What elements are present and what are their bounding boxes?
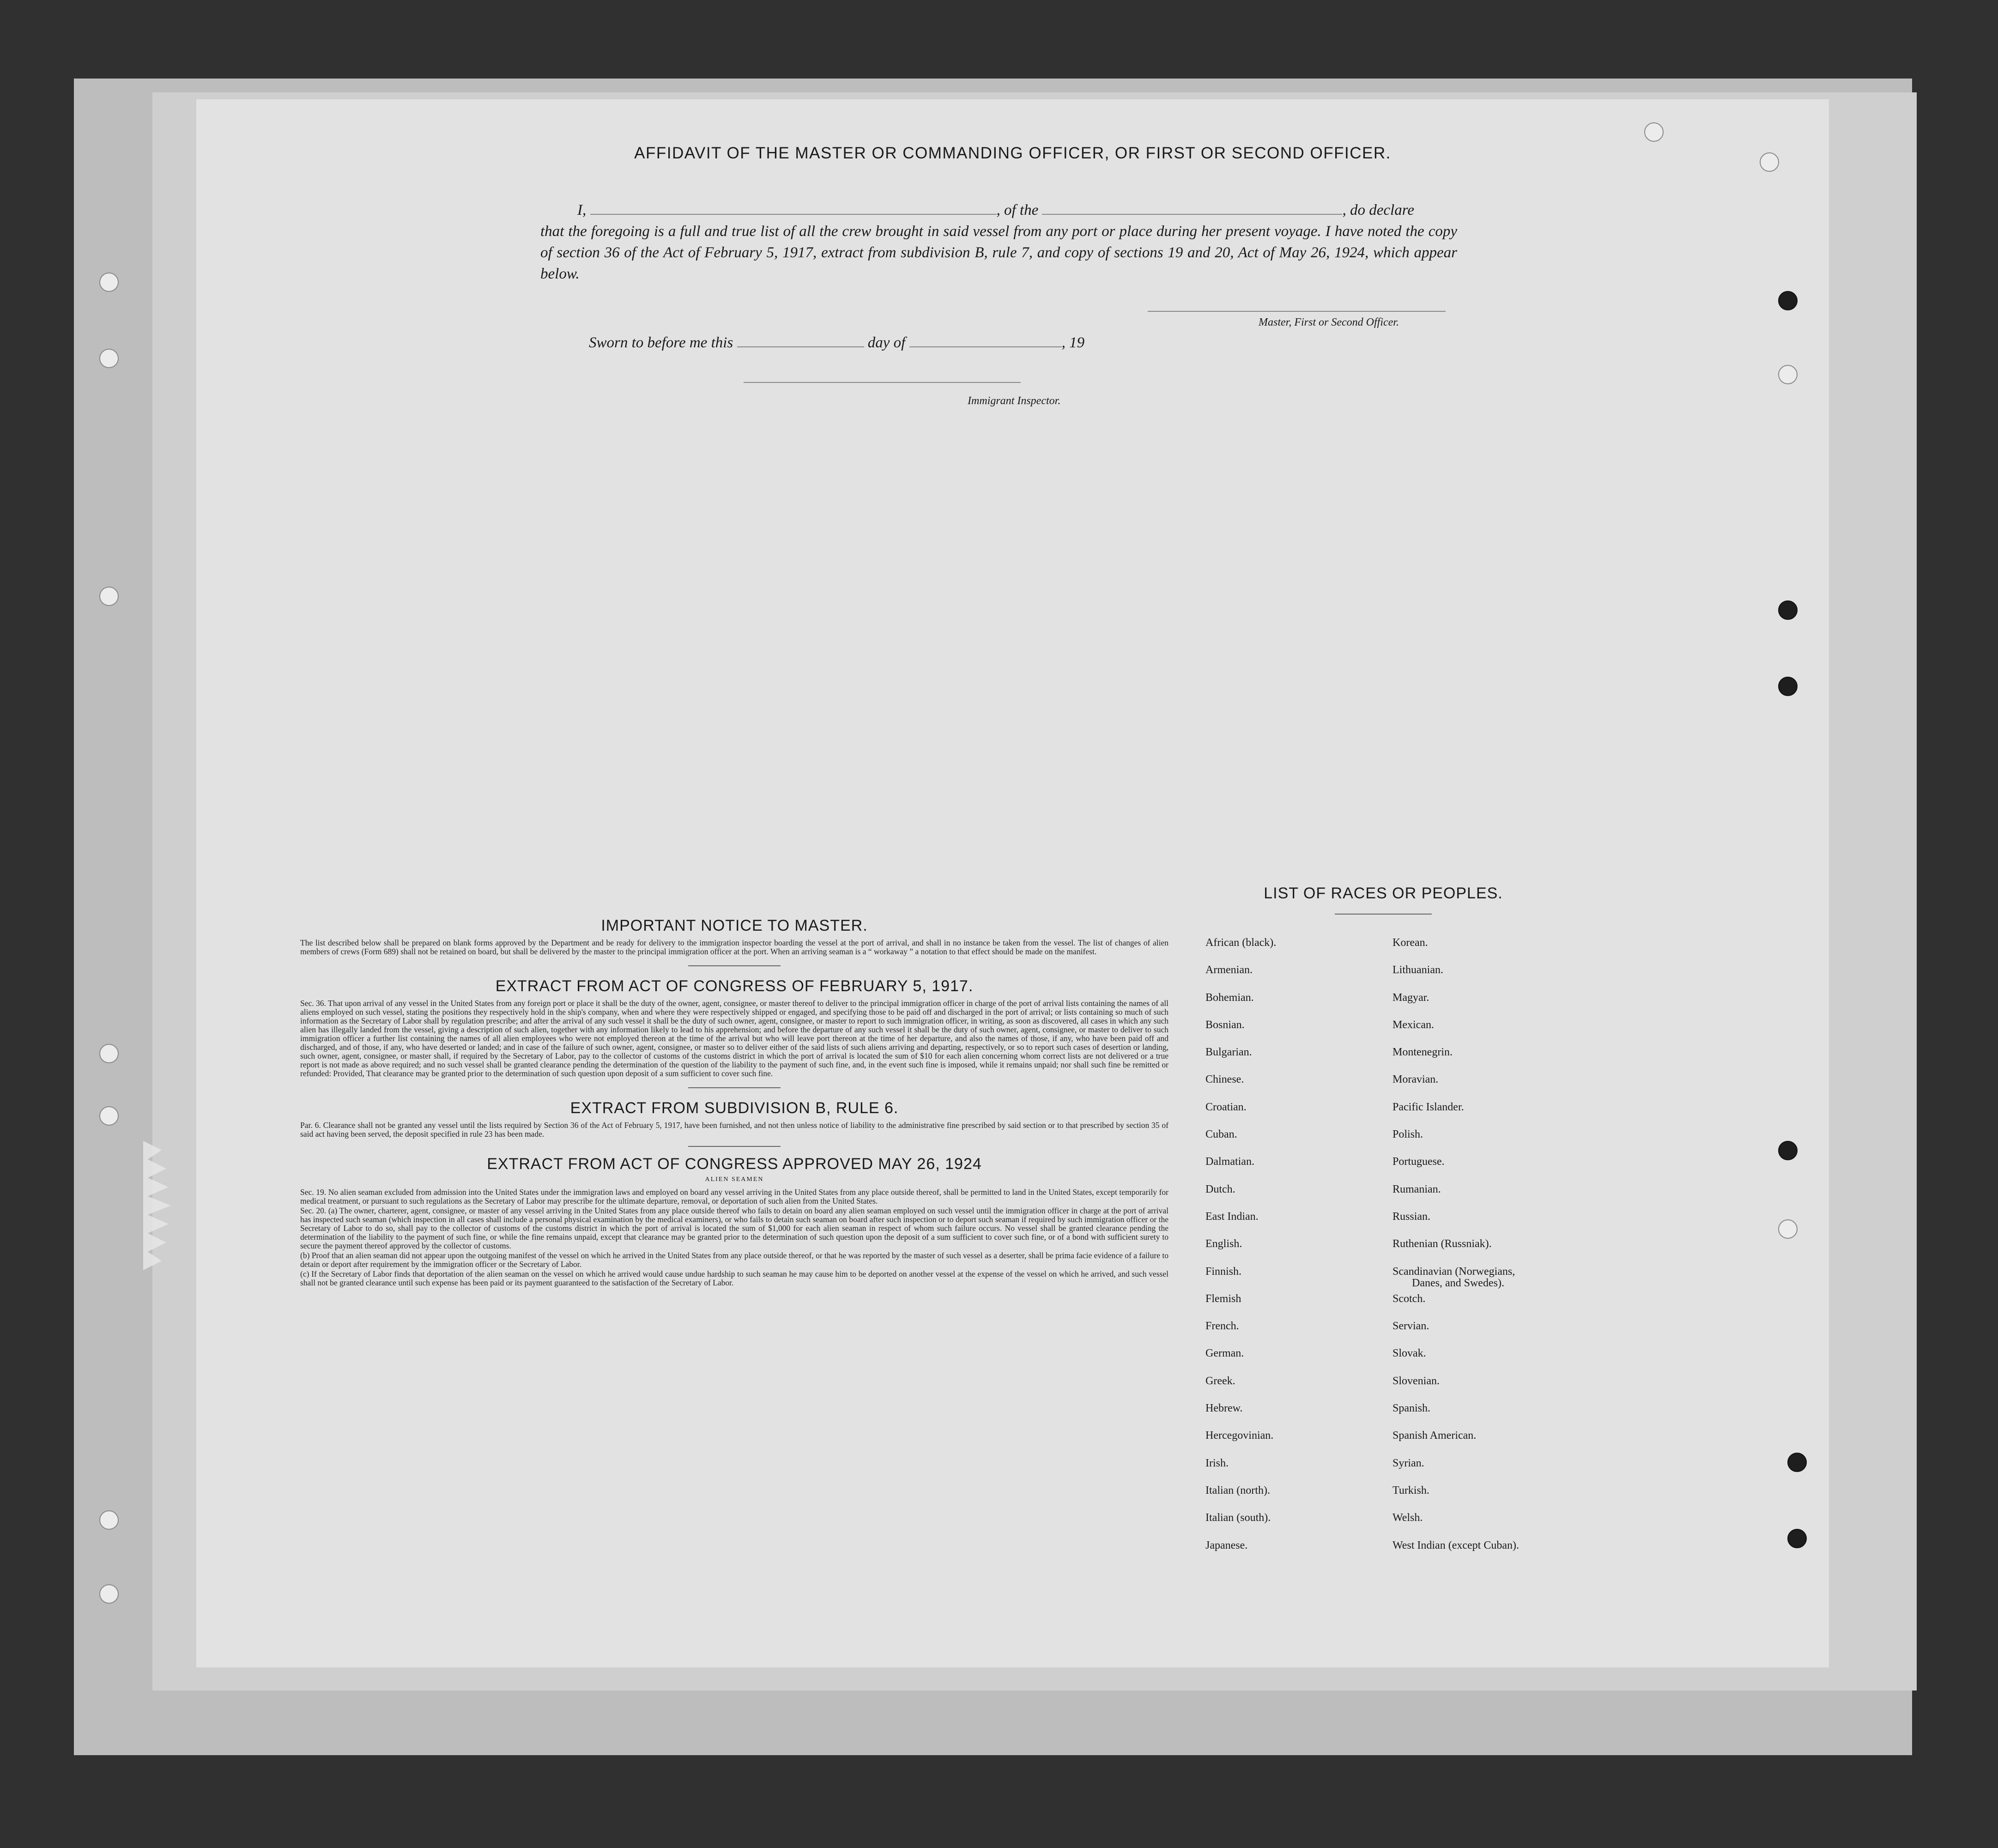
race-item: Welsh. bbox=[1393, 1512, 1423, 1524]
races-right-column bbox=[1393, 937, 1519, 1567]
divider bbox=[688, 965, 781, 966]
race-item: Mexican. bbox=[1393, 1018, 1434, 1031]
sworn-line bbox=[589, 333, 1084, 351]
race-item: Dalmatian. bbox=[1205, 1156, 1254, 1168]
affidavit-body bbox=[540, 200, 1665, 285]
binder-hole bbox=[1644, 122, 1664, 142]
affidavit-text: that the foregoing is a full and true list of all the crew brought in said vessel from any port or place during her present voyage. I have noted the copy of section 36 of the Act of February 5, 1917, extract from subdivision B, rule 7, and copy of sections 19 and 20, Act of May 26, 1924, which appear below. bbox=[540, 223, 1457, 282]
extract-1917-text: Sec. 36. That upon arrival of any vessel in the United States from any foreign port or place it shall be the duty of the owner, agent, consignee, or master thereof to deliver to the principal immigration officer in charge of the port of arrival lists containing the names of all aliens employed on such vessel, stating the positions they respectively hold in the ship's company, when and where they were respectively shipped or engaged, and specifying those to be paid off and discharged in the port of arrival; or lists containing so much of such information as the Secretary of Labor shall by regulation prescribe; and after the arrival of any such vessel it shall be the duty of such owner, agent, consignee, or master to report to such immigration officer, in writing, as soon as discovered, all cases in which any such alien has illegally landed from the vessel, giving a description of such alien, together with any information likely to lead to his apprehension; and before the departure of any such vessel it shall be the duty of such owner, agent, consignee, or master to deliver to such immigration officer a further list containing the names of all alien employees who were not employed thereon at the time of the arrival but who will leave port thereon at the time of her departure, and also the names of those, if any, who have been paid off and discharged, and of those, if any, who have deserted or landed; and in case of the failure of such owner, agent, consignee, or master so to deliver either of the said lists of such aliens arriving and departing, respectively, or so to report such cases of desertion or landing, such owner, agent, consignee, or master shall, if required by the Secretary of Labor, pay to the collector of customs of the customs district in which the port of arrival is located the sum of $10 for each alien concerning whom correct lists are not delivered or a true report is not made as above required; and no such vessel shall be granted clearance pending the determination of the question of the liability to the payment of such fine, and, in the event such fine is imposed, while it remains unpaid; nor shall such fine be remitted or refunded: Provided, That clearance may be granted prior to the determination of such question upon deposit of a sum sufficient to cover such fine. bbox=[300, 999, 1169, 1078]
race-item: Rumanian. bbox=[1393, 1183, 1441, 1195]
race-item: Hercegovinian. bbox=[1205, 1430, 1274, 1442]
inspector-caption: Immigrant Inspector. bbox=[968, 395, 1061, 407]
name-blank[interactable] bbox=[590, 200, 997, 215]
notice-title: IMPORTANT NOTICE TO MASTER. bbox=[601, 917, 868, 934]
extract-1917-title: EXTRACT FROM ACT OF CONGRESS OF FEBRUARY 5, 1917. bbox=[495, 977, 974, 995]
binder-hole bbox=[1760, 152, 1779, 172]
race-item: Finnish. bbox=[1205, 1265, 1242, 1278]
race-item: Portuguese. bbox=[1393, 1156, 1445, 1168]
binder-hole bbox=[99, 1584, 119, 1604]
binder-hole bbox=[1778, 365, 1798, 384]
race-item: Moravian. bbox=[1393, 1073, 1439, 1086]
race-item: Slovak. bbox=[1393, 1347, 1426, 1360]
sworn-month-blank[interactable] bbox=[909, 333, 1062, 347]
race-item: Italian (north). bbox=[1205, 1484, 1270, 1497]
race-item: English. bbox=[1205, 1238, 1242, 1250]
race-item: Japanese. bbox=[1205, 1539, 1248, 1551]
race-item: Polish. bbox=[1393, 1128, 1423, 1141]
race-item: French. bbox=[1205, 1320, 1239, 1333]
binder-hole bbox=[99, 587, 119, 606]
extract-1924-title: EXTRACT FROM ACT OF CONGRESS APPROVED MAY 26, 1924 bbox=[487, 1155, 982, 1173]
race-item: Cuban. bbox=[1205, 1128, 1237, 1141]
inspector-signature-line[interactable] bbox=[744, 382, 1021, 383]
binder-hole bbox=[99, 349, 119, 368]
rule6-text: Par. 6. Clearance shall not be granted any vessel until the lists required by Section 36 of the Act of February 5, 1917, have been furnished, and not then unless notice of liability to the administrative fine prescribed by said section or to that prescribed by section 35 of said act having been served, the deposit specified in rule 23 has been made. bbox=[300, 1121, 1169, 1139]
race-item: German. bbox=[1205, 1347, 1244, 1360]
race-item: Servian. bbox=[1393, 1320, 1429, 1333]
extract-1924-sec20b: (b) Proof that an alien seaman did not appear upon the outgoing manifest of the vessel on which he arrived in the United States from any place outside thereof, or that he was reported by the master of such vessel as a deserter, shall be prima facie evidence of a failure to detain or deport after requirement by the immigration officer or the Secretary of Labor. bbox=[300, 1251, 1169, 1269]
races-title: LIST OF RACES OR PEOPLES. bbox=[1264, 885, 1503, 902]
race-item: Irish. bbox=[1205, 1457, 1229, 1469]
race-item: Bohemian. bbox=[1205, 991, 1254, 1004]
vessel-blank[interactable] bbox=[1042, 200, 1342, 215]
manifest-back-page bbox=[196, 99, 1829, 1667]
binder-hole bbox=[99, 1106, 119, 1126]
extract-1924-sec20a: Sec. 20. (a) The owner, charterer, agent, consignee, or master of any vessel arriving in the United States from any place outside thereof who fails to detain on board any alien seaman employed on such vessel until the immigration officer in charge at the port of arrival has inspected such seaman (which inspection in all cases shall include a personal physical examination by the medical examiners), or who fails to detain such seaman on board after such inspection or to deport such seaman if required by such immigration officer or the Secretary of Labor to do so, shall pay to the collector of customs of the customs district in which the port of arrival is located the sum of $1,000 for each alien seaman in respect of whom such failure occurs. No vessel shall be granted clearance pending the determination of the liability to the payment of such fine, or while the fine remains unpaid, except that clearance may be granted prior to the determination of such question upon the deposit of a sum sufficient to cover such fine, or of a bond with sufficient surety to secure the payment thereof approved by the collector of customs. bbox=[300, 1206, 1169, 1250]
binder-hole bbox=[99, 273, 119, 292]
race-item: Dutch. bbox=[1205, 1183, 1235, 1195]
binder-hole bbox=[1787, 1529, 1807, 1548]
race-item: Scotch. bbox=[1393, 1292, 1426, 1305]
extract-1924-sec19: Sec. 19. No alien seaman excluded from admission into the United States under the immigration laws and employed on board any vessel arriving in the United States from any place outside thereof, shall be permitted to land in the United States, except temporarily for medical treatment, or pursuant to such regulations as the Secretary of Labor may prescribe for the ultimate departure, removal, or deportation of such alien from the United States. bbox=[300, 1188, 1169, 1206]
affidavit-of-the: , of the bbox=[996, 202, 1039, 218]
master-signature-line[interactable] bbox=[1148, 311, 1446, 312]
race-item: Spanish. bbox=[1393, 1402, 1431, 1415]
notice-text: The list described below shall be prepared on blank forms approved by the Department and be ready for delivery to the immigration inspector boarding the vessel at the port of arrival, and shall in no instance be taken from the vessel. The list of changes of alien members of crews (Form 689) shall not be retained on board, but shall be delivered by the master to the principal immigration officer at the port. When an arriving seaman is a “ workaway ” a notation to that effect should be made on the manifest. bbox=[300, 938, 1169, 956]
race-item: Croatian. bbox=[1205, 1101, 1247, 1113]
race-item bbox=[1393, 1266, 1519, 1293]
divider bbox=[688, 1087, 781, 1088]
sworn-day-blank[interactable] bbox=[737, 333, 864, 347]
race-item: Hebrew. bbox=[1205, 1402, 1243, 1415]
race-item: Ruthenian (Russniak). bbox=[1393, 1238, 1492, 1250]
binder-hole bbox=[1778, 1219, 1798, 1239]
extract-1924-sec20c: (c) If the Secretary of Labor finds that deportation of the alien seaman on the vessel on which he arrived would cause undue hardship to such seaman he may cause him to be deported on another vessel at the expense of the vessel on which he arrived, and such vessel shall not be granted clearance until such expense has been paid or its payment guaranteed to the satisfaction of the Secretary of Labor. bbox=[300, 1269, 1169, 1287]
affidavit-i: I, bbox=[577, 202, 587, 218]
race-item-line: Scandinavian (Norwegians, bbox=[1393, 1265, 1515, 1278]
race-item: East Indian. bbox=[1205, 1210, 1259, 1223]
race-item: Slovenian. bbox=[1393, 1375, 1440, 1387]
race-item: Bulgarian. bbox=[1205, 1046, 1252, 1059]
legal-extracts bbox=[300, 917, 1169, 1287]
race-item: Bosnian. bbox=[1205, 1018, 1245, 1031]
race-item: Armenian. bbox=[1205, 964, 1253, 976]
binder-hole bbox=[1778, 1141, 1798, 1160]
binder-hole bbox=[1787, 1453, 1807, 1472]
binder-hole bbox=[1778, 291, 1798, 310]
rule6-title: EXTRACT FROM SUBDIVISION B, RULE 6. bbox=[570, 1099, 899, 1117]
bleed-through bbox=[492, 501, 1785, 734]
race-item: Pacific Islander. bbox=[1393, 1101, 1464, 1113]
race-item: Syrian. bbox=[1393, 1457, 1424, 1469]
race-item: West Indian (except Cuban). bbox=[1393, 1539, 1519, 1551]
race-item-continuation: Danes, and Swedes). bbox=[1412, 1277, 1504, 1289]
affidavit-title: AFFIDAVIT OF THE MASTER OR COMMANDING OFFICER, OR FIRST OR SECOND OFFICER. bbox=[634, 144, 1391, 162]
binder-hole bbox=[1778, 677, 1798, 696]
affidavit-do-declare: , do declare bbox=[1342, 202, 1414, 218]
race-item: Magyar. bbox=[1393, 991, 1429, 1004]
sworn-day-label: day of bbox=[867, 334, 906, 351]
binder-hole bbox=[99, 1510, 119, 1530]
divider bbox=[688, 1146, 781, 1147]
races-left-column bbox=[1205, 937, 1276, 1567]
race-item: Montenegrin. bbox=[1393, 1046, 1453, 1059]
master-signature-caption: Master, First or Second Officer. bbox=[1259, 316, 1399, 328]
race-item: Flemish bbox=[1205, 1292, 1241, 1305]
extract-1924-subtitle: ALIEN SEAMEN bbox=[705, 1176, 764, 1183]
race-item: Greek. bbox=[1205, 1375, 1235, 1387]
binder-clip-graphic bbox=[139, 1141, 180, 1270]
race-item: Russian. bbox=[1393, 1210, 1431, 1223]
race-item: Italian (south). bbox=[1205, 1512, 1271, 1524]
race-item: Lithuanian. bbox=[1393, 964, 1443, 976]
races-divider bbox=[1335, 914, 1432, 915]
sworn-year: , 19 bbox=[1061, 334, 1085, 351]
race-item: Spanish American. bbox=[1393, 1430, 1477, 1442]
race-item: Korean. bbox=[1393, 937, 1428, 949]
race-item: African (black). bbox=[1205, 937, 1277, 949]
sworn-prefix: Sworn to before me this bbox=[589, 334, 733, 351]
binder-hole bbox=[1778, 600, 1798, 620]
binder-hole bbox=[99, 1044, 119, 1063]
race-item: Chinese. bbox=[1205, 1073, 1244, 1086]
race-item: Turkish. bbox=[1393, 1484, 1429, 1497]
